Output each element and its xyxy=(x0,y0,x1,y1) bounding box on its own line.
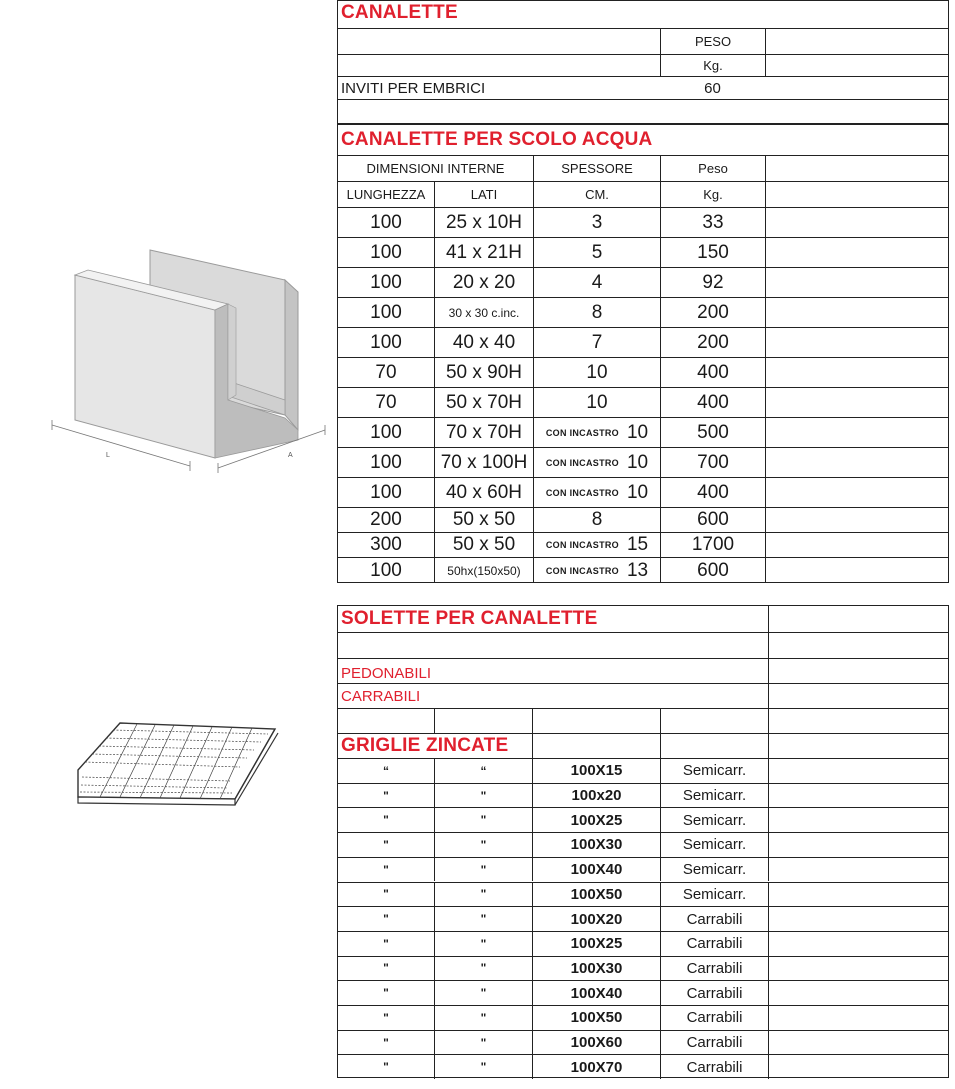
solette-table xyxy=(337,605,949,1078)
scolo-row xyxy=(338,507,948,532)
peso-value: 200 xyxy=(697,331,729,353)
griglia-row xyxy=(338,931,948,956)
kg-header: Kg. xyxy=(703,58,723,73)
peso-value: 1700 xyxy=(691,534,735,555)
griglia-row xyxy=(338,783,948,808)
scolo-row xyxy=(338,532,948,557)
spessore-value: 10 xyxy=(586,361,608,383)
lunghezza-value: 100 xyxy=(370,559,402,581)
ditto-mark: " xyxy=(383,1035,389,1050)
header-cm: CM. xyxy=(585,187,609,202)
griglia-row xyxy=(338,758,948,783)
peso-value: 700 xyxy=(697,451,729,473)
header-dimensioni: DIMENSIONI INTERNE xyxy=(366,161,505,176)
griglia-size: 100X25 xyxy=(570,935,623,953)
ditto-mark: " xyxy=(383,1060,389,1075)
scolo-acqua-table xyxy=(337,124,949,583)
header-spessore: SPESSORE xyxy=(561,161,633,176)
u-channel-illustration xyxy=(40,240,330,480)
spessore-value: 8 xyxy=(591,509,603,530)
ditto-mark: " xyxy=(480,862,487,877)
griglia-size: 100x20 xyxy=(571,787,622,805)
ditto-mark: “ xyxy=(383,763,389,778)
header-lunghezza: LUNGHEZZA xyxy=(346,187,426,202)
spessore-value: 3 xyxy=(591,211,603,233)
peso-value: 33 xyxy=(702,211,724,233)
ditto-mark: " xyxy=(480,961,487,976)
lunghezza-value: 100 xyxy=(370,421,402,443)
griglia-type: Semicarr. xyxy=(682,861,747,879)
ditto-mark: " xyxy=(480,1060,487,1075)
lati-value: 50 x 90H xyxy=(445,361,523,383)
ditto-mark: " xyxy=(480,887,487,902)
spessore-value: 10 xyxy=(626,421,649,443)
peso-header: PESO xyxy=(694,34,732,49)
solette-title: SOLETTE PER CANALETTE xyxy=(341,608,598,629)
peso-value: 92 xyxy=(702,271,724,293)
griglia-type: Carrabili xyxy=(686,1034,743,1052)
scolo-row xyxy=(338,297,948,327)
ditto-mark: " xyxy=(480,813,487,828)
griglia-row xyxy=(338,857,948,882)
lunghezza-value: 100 xyxy=(370,241,402,263)
lati-value: 40 x 40 xyxy=(452,331,516,353)
lunghezza-value: 100 xyxy=(370,271,402,293)
spessore-value: 5 xyxy=(591,241,603,263)
grating-illustration xyxy=(70,715,285,810)
lunghezza-value: 100 xyxy=(370,211,402,233)
header-lati: LATI xyxy=(470,187,498,202)
griglia-size: 100X25 xyxy=(570,811,623,829)
griglia-row xyxy=(338,832,948,857)
header-peso: Peso xyxy=(698,161,728,176)
incastro-note: CON INCASTRO xyxy=(545,540,619,550)
scolo-row xyxy=(338,327,948,357)
griglia-type: Carrabili xyxy=(686,984,743,1002)
ditto-mark: “ xyxy=(480,763,487,778)
dimension-label-a: A xyxy=(288,452,293,459)
griglia-type: Carrabili xyxy=(686,1058,743,1076)
incastro-note: CON INCASTRO xyxy=(545,457,619,468)
scolo-row xyxy=(338,447,948,477)
scolo-row xyxy=(338,357,948,387)
griglia-row xyxy=(338,956,948,981)
ditto-mark: " xyxy=(383,1010,389,1025)
ditto-mark: " xyxy=(480,986,487,1001)
pedonabili-label: PEDONABILI xyxy=(341,665,432,682)
scolo-row xyxy=(338,477,948,507)
griglia-size: 100X30 xyxy=(570,836,623,854)
canalette-title: CANALETTE xyxy=(341,2,458,23)
lati-value: 50 x 50 xyxy=(452,534,516,555)
ditto-mark: " xyxy=(480,1035,487,1050)
ditto-mark: " xyxy=(383,961,389,976)
spessore-value: 15 xyxy=(626,534,649,555)
lati-value: 70 x 70H xyxy=(445,421,523,443)
lati-value: 40 x 60H xyxy=(445,481,523,503)
lati-value: 50hx(150x50) xyxy=(447,563,521,578)
lunghezza-value: 300 xyxy=(370,534,402,555)
lati-value: 50 x 70H xyxy=(445,391,523,413)
incastro-note: CON INCASTRO xyxy=(545,427,619,438)
griglia-row xyxy=(338,1005,948,1030)
canalette-table xyxy=(337,0,949,124)
incastro-note: CON INCASTRO xyxy=(545,487,619,498)
ditto-mark: " xyxy=(383,788,389,803)
lunghezza-value: 200 xyxy=(370,509,402,530)
lati-value: 25 x 10H xyxy=(445,211,523,233)
griglia-row xyxy=(338,1030,948,1055)
carrabili-label: CARRABILI xyxy=(341,687,421,705)
griglie-title: GRIGLIE ZINCATE xyxy=(341,735,509,756)
item-name: INVITI PER EMBRICI xyxy=(341,79,486,97)
ditto-mark: " xyxy=(383,936,389,951)
peso-value: 400 xyxy=(697,481,729,503)
griglia-size: 100X30 xyxy=(570,959,623,977)
spessore-value: 7 xyxy=(591,331,603,353)
spessore-value: 10 xyxy=(586,391,608,413)
griglia-size: 100X40 xyxy=(570,861,623,879)
spessore-value: 8 xyxy=(591,301,603,323)
griglia-row xyxy=(338,906,948,931)
griglia-row xyxy=(338,980,948,1005)
peso-value: 600 xyxy=(697,559,729,581)
griglia-type: Semicarr. xyxy=(682,762,747,780)
griglia-type: Carrabili xyxy=(686,959,743,977)
spessore-value: 4 xyxy=(591,271,603,293)
dimension-label-l: L xyxy=(106,452,110,459)
lati-value: 70 x 100H xyxy=(440,451,528,473)
lati-value: 30 x 30 c.inc. xyxy=(448,305,520,320)
ditto-mark: " xyxy=(480,912,487,927)
griglia-size: 100X20 xyxy=(570,910,623,928)
griglia-type: Carrabili xyxy=(686,1009,743,1027)
ditto-mark: " xyxy=(480,837,487,852)
spessore-value: 10 xyxy=(626,481,649,503)
lati-value: 50 x 50 xyxy=(452,509,516,530)
scolo-row xyxy=(338,267,948,297)
griglia-size: 100X50 xyxy=(570,1009,623,1027)
griglia-type: Semicarr. xyxy=(682,811,747,829)
lunghezza-value: 100 xyxy=(370,451,402,473)
griglia-row xyxy=(338,882,948,907)
peso-value: 150 xyxy=(697,241,729,263)
peso-value: 500 xyxy=(697,421,729,443)
spessore-value: 10 xyxy=(626,451,649,473)
lunghezza-value: 100 xyxy=(370,331,402,353)
griglia-row xyxy=(338,807,948,832)
griglia-size: 100X15 xyxy=(570,762,623,780)
ditto-mark: " xyxy=(480,1010,487,1025)
griglia-size: 100X50 xyxy=(570,885,623,903)
ditto-mark: " xyxy=(383,862,389,877)
ditto-mark: " xyxy=(383,912,389,927)
ditto-mark: " xyxy=(383,813,389,828)
peso-value: 600 xyxy=(697,509,729,530)
griglia-type: Semicarr. xyxy=(682,885,747,903)
lunghezza-value: 70 xyxy=(375,391,397,413)
griglia-type: Carrabili xyxy=(686,935,743,953)
scolo-title: CANALETTE PER SCOLO ACQUA xyxy=(341,129,653,150)
ditto-mark: " xyxy=(383,887,389,902)
scolo-row xyxy=(338,417,948,447)
peso-value: 200 xyxy=(697,301,729,323)
lunghezza-value: 100 xyxy=(370,481,402,503)
spessore-value: 13 xyxy=(626,559,649,581)
ditto-mark: " xyxy=(480,936,487,951)
ditto-mark: " xyxy=(383,986,389,1001)
peso-value: 400 xyxy=(697,391,729,413)
scolo-row xyxy=(338,237,948,267)
griglia-row xyxy=(338,1054,948,1079)
scolo-row xyxy=(338,557,948,583)
griglia-type: Carrabili xyxy=(686,910,743,928)
griglia-size: 100X40 xyxy=(570,984,623,1002)
scolo-row xyxy=(338,207,948,237)
lati-value: 20 x 20 xyxy=(452,271,516,293)
griglia-size: 100X60 xyxy=(570,1034,623,1052)
lunghezza-value: 70 xyxy=(375,361,397,383)
header-kg: Kg. xyxy=(703,187,723,202)
griglia-type: Semicarr. xyxy=(682,836,747,854)
griglia-type: Semicarr. xyxy=(682,787,747,805)
lunghezza-value: 100 xyxy=(370,301,402,323)
incastro-note: CON INCASTRO xyxy=(545,565,619,576)
scolo-row xyxy=(338,387,948,417)
item-weight: 60 xyxy=(704,79,721,97)
griglia-size: 100X70 xyxy=(570,1058,623,1076)
ditto-mark: " xyxy=(480,788,487,803)
ditto-mark: " xyxy=(383,837,389,852)
peso-value: 400 xyxy=(697,361,729,383)
lati-value: 41 x 21H xyxy=(445,241,523,263)
